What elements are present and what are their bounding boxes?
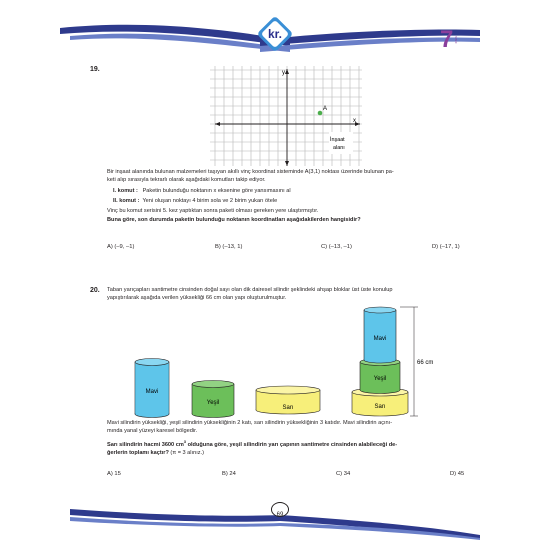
q19-option-d[interactable]: D) (–17, 1) bbox=[432, 244, 460, 250]
point-a bbox=[318, 111, 323, 116]
q20-option-a[interactable]: A) 15 bbox=[107, 471, 121, 477]
command-1-text: Paketin bulunduğu noktanın x eksenine göre yansımasını al bbox=[142, 188, 291, 194]
coordinate-graph bbox=[210, 66, 365, 168]
yesil-label-1: Yeşil bbox=[206, 400, 220, 406]
q20-question-line1-a: Sarı silindirin hacmi 3600 cm bbox=[107, 441, 184, 448]
height-label: 66 cm bbox=[417, 360, 434, 366]
q19-question: Buna göre, son durumda paketin bulunduğu noktanın koordinatları aşağıdakilerden hangisidir? bbox=[107, 217, 361, 223]
q20-question-line1 bbox=[107, 438, 472, 449]
q19-option-c[interactable]: C) (–13, –1) bbox=[321, 244, 352, 250]
command-1-label: I. komut : bbox=[113, 188, 138, 194]
grade-badge bbox=[440, 27, 464, 53]
q20-question-sup: 3 bbox=[183, 439, 187, 444]
mavi-label-2: Mavi bbox=[373, 336, 387, 342]
command-1 bbox=[107, 187, 472, 195]
construction-area-label: İnşaat bbox=[330, 137, 345, 143]
q20-option-b[interactable]: B) 24 bbox=[222, 471, 236, 477]
yellow-cylinder-standalone bbox=[256, 386, 320, 414]
q19-paragraph-line1: Bir inşaat alanında bulunan malzemeleri taşıyan akıllı vinç koordinat sisteminde A(3,1) noktası üzerinde bulunan pa- bbox=[107, 169, 394, 175]
stack-green bbox=[360, 359, 400, 394]
q19-option-a[interactable]: A) (–9, –1) bbox=[107, 244, 135, 250]
x-axis-label: x bbox=[353, 118, 356, 124]
question-19-number: 19. bbox=[90, 66, 100, 73]
mavi-label-1: Mavi bbox=[145, 389, 159, 395]
q20-paragraph-line2: mında yanal yüzeyi karesel bölgedir. bbox=[107, 428, 198, 434]
grade-digit: 7 bbox=[440, 26, 454, 53]
page-number-badge bbox=[271, 502, 289, 517]
q20-option-d[interactable]: D) 45 bbox=[450, 471, 465, 477]
blue-cylinder-standalone bbox=[135, 359, 169, 418]
q20-intro-line1: Taban yarıçapları santimetre cinsinden doğal sayı olan dik dairesel silindir şeklindeki ahşap bloklar üst üste konulup bbox=[107, 287, 393, 293]
q19-option-b[interactable]: B) (–13, 1) bbox=[215, 244, 243, 250]
stack-blue bbox=[364, 307, 396, 363]
q20-question-note: (π = 3 alınız.) bbox=[168, 449, 204, 456]
page-number: 69 bbox=[276, 512, 284, 518]
logo-text: kr. bbox=[267, 27, 283, 41]
sari-label-2: Sarı bbox=[374, 404, 386, 410]
y-axis-label: y bbox=[282, 70, 285, 76]
command-2 bbox=[107, 197, 472, 205]
point-a-label: A bbox=[323, 106, 328, 112]
green-cylinder-standalone bbox=[192, 381, 234, 418]
q20-question-line2 bbox=[107, 449, 472, 457]
yesil-label-2: Yeşil bbox=[373, 376, 387, 382]
construction-area-label-2: alanı bbox=[333, 145, 345, 151]
q20-question-line2-text: ğerlerin toplamı kaçtır? bbox=[107, 449, 169, 456]
cylinder-figure bbox=[120, 300, 450, 420]
footer-decoration bbox=[0, 495, 550, 540]
q20-paragraph-line1: Mavi silindirin yüksekliği, yeşil silindirin yüksekliğinin 2 katı, sarı silindirin yüksekliğinin 3 katıdır. Mavi silindirin açını- bbox=[107, 420, 393, 426]
command-2-label: II. komut : bbox=[113, 198, 140, 204]
q20-question-line1-b: olduğuna göre, yeşil silindirin yarı çapının santimetre cinsinden alabileceği de- bbox=[186, 441, 398, 448]
sari-label-1: Sarı bbox=[282, 405, 294, 411]
q19-line3: Vinç bu komut serisini 5. kez yaptıktan sonra paketi olması gereken yere ulaştırmıştır. bbox=[107, 208, 319, 214]
q20-option-c[interactable]: C) 34 bbox=[336, 471, 351, 477]
command-2-text: Yeni oluşan noktayı 4 birim sola ve 2 birim yukarı ötele bbox=[142, 198, 278, 204]
brand-logo bbox=[255, 14, 295, 54]
q20-intro-line2: yapıştırılarak aşağıda verilen yüksekliği 66 cm olan yapı oluşturulmuştur. bbox=[107, 295, 287, 301]
question-20-number: 20. bbox=[90, 287, 100, 294]
grade-suffix: SINIF bbox=[454, 36, 458, 44]
q19-paragraph-line2: keti alıp sırasıyla tekrarlı olarak aşağıdaki komutları takip ediyor. bbox=[107, 177, 266, 183]
